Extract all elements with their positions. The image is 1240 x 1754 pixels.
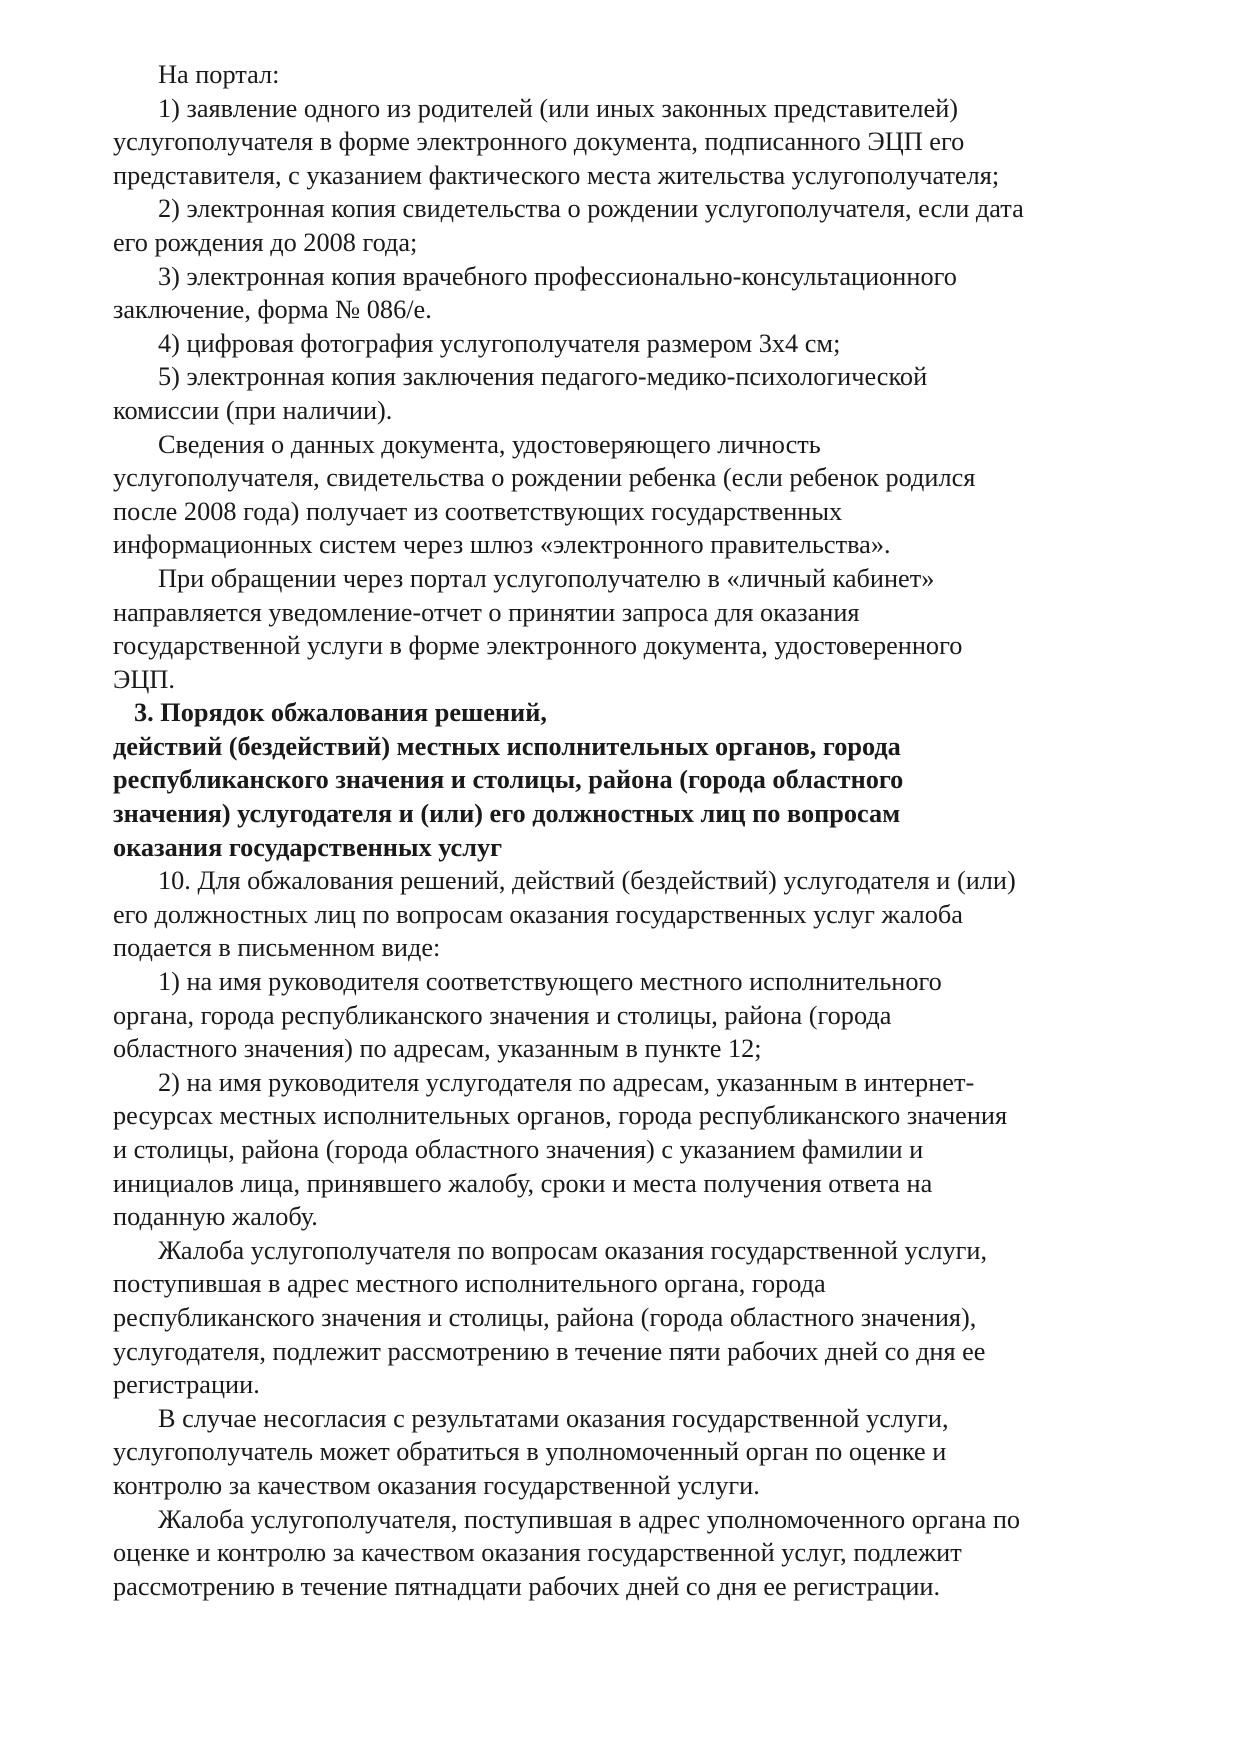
section-heading-line-1: 3. Порядок обжалования решений, <box>134 698 547 728</box>
paragraph-notification-line-3: государственной услуги в форме электронного документа, удостоверенного <box>113 631 963 661</box>
clause-10-item-2-line-5: поданную жалобу. <box>113 1202 318 1232</box>
list-item-1-line-2: услугополучателя в форме электронного документа, подписанного ЭЦП его <box>113 127 965 157</box>
section-heading-line-3: республиканского значения и столицы, района (города областного <box>113 765 904 795</box>
list-item-1-line-3: представителя, с указанием фактического места жительства услугополучателя; <box>113 160 1000 190</box>
paragraph-disagreement-line-3: контролю за качеством оказания государственной услуги. <box>113 1470 760 1500</box>
clause-10-item-2-line-3: и столицы, района (города областного значения) с указанием фамилии и <box>113 1135 924 1164</box>
list-item-4: 4) цифровая фотография услугополучателя размером 3х4 см; <box>158 328 841 358</box>
paragraph-complaint-authority-line-3: рассмотрению в течение пятнадцати рабочих дней со дня ее регистрации. <box>113 1571 941 1601</box>
list-item-3-line-2: заключение, форма № 086/е. <box>113 295 432 325</box>
clause-10-item-2-line-1: 2) на имя руководителя услугодателя по адресам, указанным в интернет- <box>158 1067 975 1097</box>
paragraph-identity-line-2: услугополучателя, свидетельства о рождении ребенка (если ребенок родился <box>113 463 976 493</box>
clause-10-line-1: 10. Для обжалования решений, действий (бездействий) услугодателя и (или) <box>158 866 1016 896</box>
paragraph-disagreement-line-2: услугополучатель может обратиться в уполномоченный орган по оценке и <box>113 1437 947 1467</box>
list-item-2-line-2: его рождения до 2008 года; <box>113 227 418 257</box>
paragraph-complaint-authority-line-1: Жалоба услугополучателя, поступившая в адрес уполномоченного органа по <box>158 1504 1021 1534</box>
list-item-2-line-1: 2) электронная копия свидетельства о рождении услугополучателя, если дата <box>158 194 1024 224</box>
section-heading-line-2: действий (бездействий) местных исполнительных органов, города <box>113 731 901 761</box>
paragraph-disagreement-line-1: В случае несогласия с результатами оказания государственной услуги, <box>158 1403 949 1433</box>
section-heading-line-4: значения) услугодателя и (или) его должностных лиц по вопросам <box>113 799 901 829</box>
clause-10-item-1-line-2: органа, города республиканского значения и столицы, района (города <box>113 1000 892 1030</box>
list-item-5-line-1: 5) электронная копия заключения педагого-медико-психологической <box>158 362 928 392</box>
clause-10-item-2-line-2: ресурсах местных исполнительных органов, города республиканского значения <box>113 1101 1008 1131</box>
list-item-1-line-1: 1) заявление одного из родителей (или иных законных представителей) <box>158 93 959 123</box>
paragraph-notification-line-4: ЭЦП. <box>113 664 175 694</box>
paragraph-complaint-local-line-1: Жалоба услугополучателя по вопросам оказания государственной услуги, <box>158 1235 988 1265</box>
paragraph-complaint-authority-line-2: оценке и контролю за качеством оказания государственной услуг, подлежит <box>113 1538 962 1568</box>
clause-10-line-3: подается в письменном виде: <box>113 933 441 963</box>
paragraph-notification-line-2: направляется уведомление-отчет о принятии запроса для оказания <box>113 597 860 627</box>
paragraph-complaint-local-line-4: услугодателя, подлежит рассмотрению в течение пяти рабочих дней со дня ее <box>113 1336 986 1366</box>
clause-10-item-1-line-3: областного значения) по адресам, указанным в пункте 12; <box>113 1034 762 1064</box>
paragraph-complaint-local-line-2: поступившая в адрес местного исполнительного органа, города <box>113 1269 826 1299</box>
list-item-3-line-1: 3) электронная копия врачебного профессионально-консультационного <box>158 261 957 291</box>
list-item-5-line-2: комиссии (при наличии). <box>113 395 393 425</box>
paragraph-identity-line-4: информационных систем через шлюз «электронного правительства». <box>113 530 891 560</box>
paragraph-complaint-local-line-3: республиканского значения и столицы, района (города областного значения), <box>113 1302 977 1332</box>
clause-10-item-2-line-4: инициалов лица, принявшего жалобу, сроки и места получения ответа на <box>113 1168 933 1198</box>
paragraph-complaint-local-line-5: регистрации. <box>113 1370 260 1400</box>
paragraph-notification-line-1: При обращении через портал услугополучателю в «личный кабинет» <box>158 563 935 593</box>
document-page <box>113 58 1133 1603</box>
paragraph-identity-line-1: Сведения о данных документа, удостоверяющего личность <box>158 429 821 459</box>
paragraph-identity-line-3: после 2008 года) получает из соответствующих государственных <box>113 496 843 526</box>
clause-10-line-2: его должностных лиц по вопросам оказания государственных услуг жалоба <box>113 899 963 929</box>
clause-10-item-1-line-1: 1) на имя руководителя соответствующего местного исполнительного <box>158 967 942 997</box>
paragraph-portal-intro: На портал: <box>158 60 280 89</box>
section-heading-line-5: оказания государственных услуг <box>113 832 503 862</box>
